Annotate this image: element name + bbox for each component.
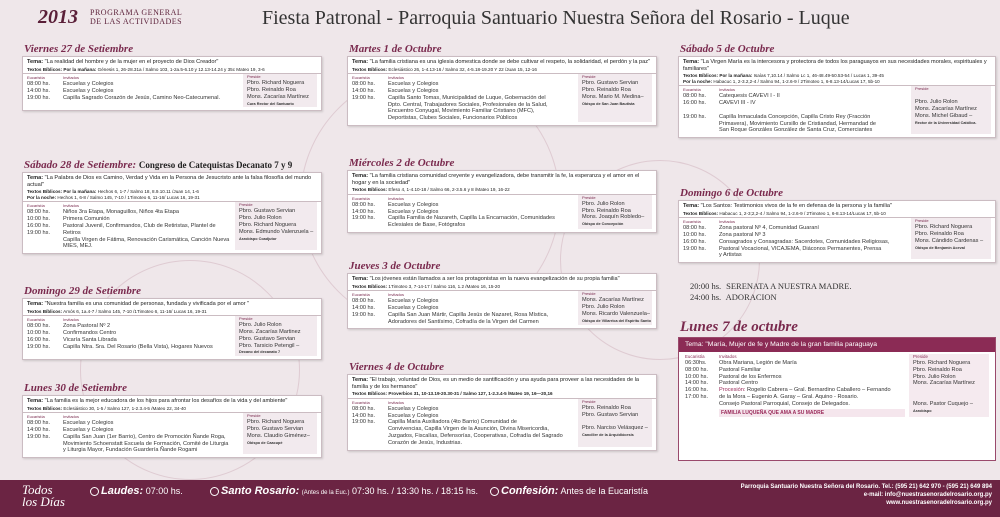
page-title: Fiesta Patronal - Parroquia Santuario Nuestra Señora del Rosario - Luque: [262, 7, 850, 29]
confesion-info: Confesión: Antes de la Eucaristía: [490, 485, 648, 497]
adoracion-line: 24:00 hs. ADORACION: [690, 292, 777, 302]
day-oct-7: Tema: "María, Mujer de fe y Madre de la gran familia paraguaya Eucaristía 06:30hs. 08:00 hs. 10:00 hs. 14:00 hs. 16:00 hs. 17:00 hs. Invitados Obra Mariana, Legión de María Pastoral Familiar Pastoral de los Enfermos Pastoral Centro Procesión: Rogelio Cabrera – Gral. Bernardino Caballero – Fernando de la Mora – Eugenio A. Garay – Gral. Aquino - Rosario. Consejo Pastoral Parroquial, Consejo de Delegados. FAMILIA LUQUEÑA QUE AMA A SU MADRE Preside Pbro. Richard Noguera Pbro. Reinaldo Roa Pbro. Julio Rolon Mons. Zacarías Martínez Mons. Pastor Cuquejo – Arzobispo: [678, 337, 996, 461]
day-sept-27: Viernes 27 de Setiembre Tema: "La realidad del hombre y de la mujer en el proyecto de Dios Creador" Textos Bíblicos: Por la mañana: Génesis 1, 26-28.31a / Salmo 103, 1-2a.5-6.10 y 12.13-14.24 y 35c Mateo 19, 3-6 Eucaristía 08:00 hs. 14:00 hs. 19:00 hs. Invitados Escuelas y Colegios Escuelas y Colegios Capilla Sagrado Corazón de Jesús, Camino Neo-Catecumenal. Preside Pbro. Richard Noguera Pbro. Reinaldo Roa Mons. Zacarías Martínez Cura Rector del Santuario: [22, 43, 322, 111]
day-oct-7-title: Lunes 7 de octubre: [680, 319, 798, 335]
serenata-line: 20:00 hs. SERENATA A NUESTRA MADRE.: [690, 281, 852, 291]
day-oct-4: Viernes 4 de Octubre Tema: "El trabajo, voluntad de Dios, es un medio de santificación y una ayuda para proveer a las necesidades de la familia y de los hermanos" Textos Bíblicos: Proverbios 31, 10-13.19-20.30-31 / Salmo 127, 1-2.3.4-5 /Mateo 19, 16—20,16 Eucaristía 08:00 hs. 14:00 hs. 19:00 hs. Invitados Escuelas y Colegios Escuelas y Colegios Capilla Maria Auxiliadora (4to Barrio) Comunidad de Convivencias, Capilla Virgen de la Asunción, Divina Misericordia, Juzgados, Fiscalías, Defensorías, Cooperativas, Cofradía del Sagrado Corazón de Jesús, Industrias. Preside Pbro. Reinaldo Roa Pbro. Gustavo Servian Pbro. Narciso Velásquez – Canciller de la Arquidiócesis: [347, 361, 657, 451]
day-sept-29: Domingo 29 de Setiembre Tema: "Nuestra familia es una comunidad de personas, fundada y vivificada por el amor " Textos Bíblicos: Amós 6, 1a.4-7 / Salmo 145, 7-10 /1Timoteo 6, 11-16/ Lucas 16, 19-31 Eucaristía 08:00 hs. 10:00 hs. 16:00 hs. 19:00 hs. Invitados Zona Pastoral Nº 2 Confirmandos Centro Vicaría Santa Librada Capilla Ntra. Sra. Del Rosario (Bella Vista), Hogares Nuevos Preside Pbro. Julio Rolon Mons. Zacarías Martinez Pbro. Gustavo Servian Pbro. Tarsicio Petengil – Decano del decanato 7: [22, 285, 322, 360]
day-oct-1: Martes 1 de Octubre Tema: "La familia cristiana es una iglesia domestica donde se debe cultivar el respeto, la solidaridad, el perdón y la paz" Textos Bíblicos: Eclesiástico 26, 1-4.13-16 / Salmo 32, 4-5.18-19.20 Y 22 /Juan 15, 12-16 Eucaristía 08:00 hs. 14:00 hs. 19:00 hs. Invitados Escuelas y Colegios Escuelas y Colegios Capilla Santo Tomas, Municipalidad de Luque, Gobernación del Dpto. Central, Trabajadores Sociales, Profesionales de la Salud, Encuentro Conyugal, Movimiento Familiar Cristiano (MFC), Deportistas, Clubes Sociales, Funcionarios Públicos Preside Pbro. Gustavo Servian Pbro. Reinaldo Roa Mons. Mario M. Medina– Obispo de San Juan Bautista: [347, 43, 657, 126]
laudes-info: Laudes: 07:00 hs.: [90, 485, 183, 497]
day-oct-6: Domingo 6 de Octubre Tema: "Los Santos: Testimonios vivos de la fe en defensa de la persona y la familia" Textos Bíblicos: Habacuc 1, 2-3;2,2-4 / Salmo 94, 1-2.6-9 / 2Timoteo 1, 6-8.13-14/Lucas 17, 5b-10 Eucaristía 08:00 hs. 10:00 hs. 16:00 hs. 19:00 hs. Invitados Zona pastoral Nº 4, Comunidad Guaraní Zona pastoral Nº 3 Consagrados y Consagradas: Sacerdotes, Comunidades Religiosas, Pastoral Vocacional, VICAJEMA, Diáconos Permanentes, Prensa y Artistas Preside Pbro. Richard Noguera Pbro. Reinaldo Roa Mons. Cándido Cardenas – Obispo de Benjamín Aceval: [678, 187, 996, 263]
bullet-icon: [490, 487, 499, 496]
program-label: PROGRAMA GENERAL DE LAS ACTIVIDADES: [90, 8, 183, 26]
day-oct-5: Sábado 5 de Octubre Tema: "La Virgen María es la intercesora y protectora de todos los paraguayos en sus necesidades morales, espirituales y familiares" Textos Bíblicos: Por la mañana: Isaías 7,10.14 / Salmo Lc 1, 46-48.49-50.53-54 / Lucas 1, 39-45 Por la noche: Habacuc 1, 2-3.2,2-4 / Salmo 94, 1-2.6-9 / 2Timoteo 1, 6-8.13-14/Lucas 17, 5b-10 Eucaristía 08:00 hs. 16:00 hs. 19:00 hs. Invitados Catequesis CAVEVI I - II CAVEVI III - IV Capilla Inmaculada Concepción, Capilla Cristo Rey (Fracción Primavera), Movimiento Cursillo de Cristiandad, Hermandad de San Roque Gonzáles González de Santa Cruz, Comerciantes Preside Pbro. Julio Rolon Mons. Zacarías Martínez Mons. Michel Gibaud – Rector de la Universidad Católica.: [678, 43, 996, 138]
bullet-icon: [90, 487, 99, 496]
rosario-info: Santo Rosario: (Antes de la Euc.) 07:30 hs. / 13:30 hs. / 18:15 hs.: [210, 485, 478, 497]
program-year: 2013: [38, 6, 78, 28]
day-sept-28: Sábado 28 de Setiembre: Congreso de Catequistas Decanato 7 y 9 Tema: "La Palabra de Dios es Camino, Verdad y Vida en la Persona de Jesucristo ante la falsa filosofía del mundo actual" Textos Bíblicos: Por la mañana: Hechos 6, 1-7 / Salmo 18, 8.9.10.11 /Juan 14, 1-6 Por la noche: Hechos 1, 6-8 / Salmo 145, 7-10 / 1Timoteo 6, 11-16/ Lucas 16, 19-31 Eucaristía 08:00 hs. 10:00 hs. 16:00 hs. 19:00 hs. Invitados Niños 3ra Etapa, Monaguillos, Niños 4ta Etapa Primera Comunión Pastoral Juvenil, Confirmandos, Club de Retiristas, Plantel de Retiros Capilla Virgen de Fátima, Renovación Carismática, Canción Nueva MIES, MEJ. Preside Pbro. Gustavo Servian Pbro. Julio Rolon Pbro. Richard Noguera Mons. Edmundo Valenzuela – Arzobispo Coadjutor: [22, 159, 322, 254]
day-sept-30: Lunes 30 de Setiembre Tema: "La familia es la mejor educadora de los hijos para afrontar los desafíos de la vida y del ambiente" Textos Bíblicos: Eclesiástico 30, 1-5 / Salmo 127, 1-2.3.4-5 /Mateo 22, 34-40 Eucaristía 08:00 hs. 14:00 hs. 19:00 hs. Invitados Escuelas y Colegios Escuelas y Colegios Capilla San Juan (1er Barrio), Centro de Promoción Ñande Roga, Movimiento Schoenstatt Escuela de Formación, Comité de Liturgia y Liturgia Mayor, Fundación Guardería Ñande Rogami Preside Pbro. Richard Noguera Pbro. Gustavo Servian Mons. Claudio Giménez– Obispo de Caacupé: [22, 382, 322, 458]
contact-info: Parroquia Santuario Nuestra Señora del Rosario. Tel.: (595 21) 642 970 - (595 21) 649 894 e-mail: info@nuestrasenoradelrosario.org.py www.nuestrasenoradelrosario.org.py: [740, 484, 992, 506]
bullet-icon: [210, 487, 219, 496]
day-oct-3: Jueves 3 de Octubre Tema: "Los jóvenes están llamados a ser los protagonistas en la nueva evangelización de su propia familia" Textos Bíblicos: 1Timoteo 3, 7-14-17 / Salmo 116, 1.2 /Mateo 16, 15-20 Eucaristía 08:00 hs. 14:00 hs. 19:00 hs. Invitados Escuelas y Colegios Escuelas y Colegios Capilla San Juan Mártir, Capilla Jesús de Nazaret, Rosa Mística, Adoradores del Santísimo, Cofradía de la Virgen del Carmen Preside Mons. Zacarías Martínez Pbro. Julio Rolon Mons. Ricardo Valenzuela– Obispo de Villarrica del Espíritu Santo: [347, 260, 657, 329]
day-oct-2: Miércoles 2 de Octubre Tema: "La familia cristiana comunidad creyente y evangelizadora, debe transmitir la fe, la esperanza y el amor en el hogar y en la sociedad" Textos Bíblicos: Efeso 4, 1-4.10-18 / Salmo 66, 2-3.5.6 y 8 /Mateo 19, 16-22 Eucaristía 08:00 hs. 14:00 hs. 19:00 hs. Invitados Escuelas y Colegios Escuelas y Colegios Capilla Familia de Nazareth, Capilla La Encarnación, Comunidades Eclesiales de Base, Fotógrafos Preside Pbro. Julio Rolon Pbro. Reinaldo Roa Mons. Joaquín Robledo– Obispo de Concepción: [347, 157, 657, 233]
everyday-label: Todos los Días: [22, 482, 65, 509]
